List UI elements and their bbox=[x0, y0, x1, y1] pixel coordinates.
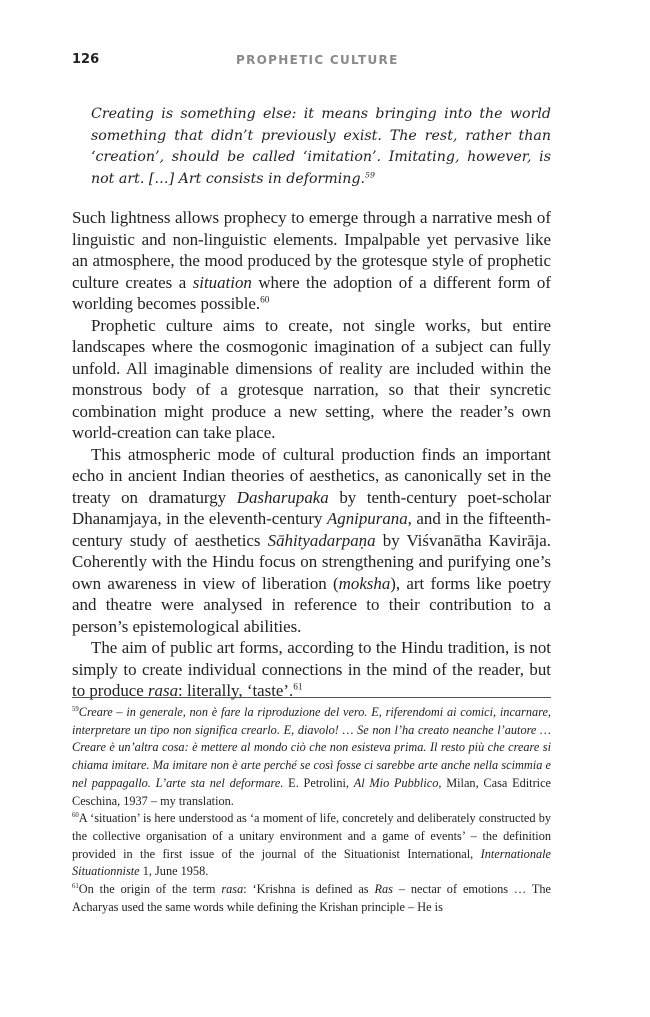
quote-text: Creating is something else: it means bringing into the world something that didn’t previously exist. The rest, rather than ‘creation’, should be called ‘imitation’. Imitating, however, is not art. […] Art consists in deforming. bbox=[91, 106, 551, 187]
footnote-divider bbox=[72, 697, 551, 698]
text-run: : literally, ‘taste’. bbox=[178, 681, 294, 700]
text-run: , Milan, Casa Editrice Ceschina, 1937 – my translation. bbox=[72, 775, 551, 808]
emphasis: Dasharupaka bbox=[236, 487, 329, 507]
footnote-ref-61: 61 bbox=[293, 682, 303, 693]
text-run: by Viśvanātha Kavirāja. Coherently with the Hindu focus on strengthening and purifying one’s own awareness in view of liberation ( bbox=[72, 530, 551, 593]
text-run: by tenth-century poet-scholar Dhanamjaya, in the eleventh-century bbox=[72, 487, 551, 528]
text-run: where the adoption of a different form of worlding becomes possible. bbox=[72, 272, 551, 313]
emphasis: situation bbox=[192, 272, 252, 292]
journal-title: Internationale Situationniste bbox=[72, 846, 551, 879]
block-quote bbox=[91, 104, 551, 190]
text-run: Such lightness allows prophecy to emerge through a narrative mesh of linguistic and non-linguistic elements. Impalpable yet pervasive like an atmosphere, the mood produced by the grotesque style of prophetic culture creates a bbox=[72, 208, 551, 292]
quote-paragraph bbox=[91, 104, 551, 190]
text-run: , and in the fifteenth-century study of aesthetics bbox=[72, 509, 551, 550]
text-run: : ‘Krishna is defined as bbox=[243, 882, 375, 897]
paragraph-3 bbox=[72, 444, 551, 638]
footnote-61 bbox=[72, 881, 551, 916]
footnotes bbox=[72, 704, 551, 916]
paragraph-2: Prophetic culture aims to create, not single works, but entire landscapes where the cosmogonic imagination of a subject can fully unfold. All imaginable dimensions of reality are included within the monstrous body of a grotesque narration, so that their syncretic combination might produce a new setting, where the reader’s own world-creation can take place. bbox=[72, 315, 551, 442]
footnote-number: 60 bbox=[72, 812, 79, 820]
footnote-number: 61 bbox=[72, 882, 79, 890]
footnote-quote: Creare – in generale, non è fare la riproduzione del vero. E, riferendomi ai comici, incarnare, interpretare un tipo non significa crearlo. E, diavolo! … Se non l’ha creato neanche l’autore … Creare è un’altra cosa: è mettere al mondo ciò che non esisteva prima. Il resto più che creare si chiama imitare. Ma imitare non è arte perché se così fosse ci sarebbe arte anche nella scimmia e nel pappagallo. L’arte sta nel deformare. bbox=[72, 705, 551, 790]
emphasis: rasa bbox=[221, 882, 244, 897]
text-run: The aim of public art forms, according to the Hindu tradition, is not simply to create individual connections in the mind of the reader, but to produce bbox=[72, 638, 551, 700]
text-run: – nectar of emotions … The Acharyas used the same words while defining the Krishan principle – He is bbox=[72, 882, 552, 914]
text-run: On the origin of the term bbox=[78, 882, 222, 897]
running-title: PROPHETIC CULTURE bbox=[236, 53, 399, 67]
page-header bbox=[72, 52, 552, 72]
emphasis: Sāhityadarpaṇa bbox=[267, 530, 376, 550]
paragraph-1 bbox=[72, 207, 551, 315]
body-text bbox=[72, 207, 551, 702]
page-number: 126 bbox=[72, 52, 100, 67]
paragraph-4 bbox=[72, 637, 551, 702]
footnote-ref-59: 59 bbox=[365, 169, 375, 179]
text-run: ), art forms like poetry and theatre were analysed in reference to their contribution to a person’s epistemological abilities. bbox=[72, 573, 552, 636]
emphasis: Ras bbox=[374, 882, 393, 897]
emphasis: rasa bbox=[147, 681, 179, 700]
book-title: Al Mio Pubblico bbox=[353, 775, 439, 790]
footnote-59 bbox=[72, 704, 551, 810]
footnote-number: 59 bbox=[72, 705, 79, 713]
text-run: This atmospheric mode of cultural production finds an important echo in ancient Indian theories of aesthetics, as canonically set in the treaty on dramaturgy bbox=[72, 444, 551, 507]
footnote-60 bbox=[72, 810, 551, 881]
text-run: A ‘situation’ is here understood as ‘a moment of life, concretely and deliberately constructed by the collective organisation of a unitary environment and a game of events’ – the definition provided in the first issue of the journal of the Situationist International, bbox=[72, 811, 551, 861]
footnote-ref-60: 60 bbox=[260, 295, 270, 306]
emphasis: Agnipurana bbox=[326, 509, 408, 528]
text-run: E. Petrolini, bbox=[283, 775, 354, 790]
text-run: 1, June 1958. bbox=[139, 864, 209, 879]
emphasis: moksha bbox=[338, 573, 391, 593]
